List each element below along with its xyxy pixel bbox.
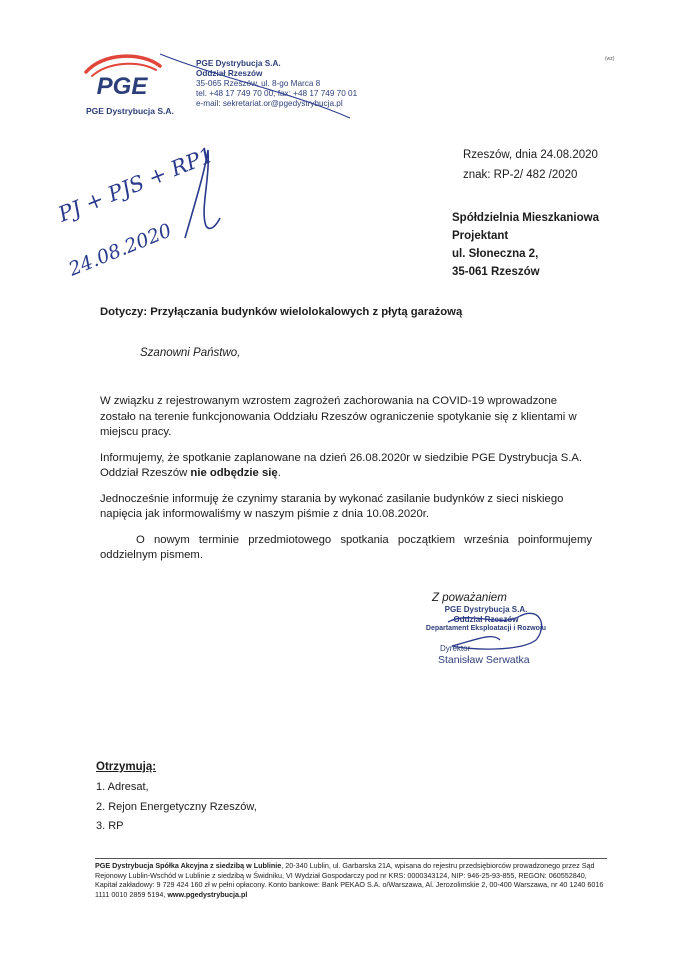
greeting: Szanowni Państwo, (140, 347, 241, 359)
footer-divider (95, 858, 607, 859)
paragraph-3: Jednocześnie informuję że czynimy starania by wykonać zasilanie budynków z sieci niskiego napięcia jak informowaliśmy w naszym piśmie z dnia 10.08.2020r. (100, 492, 564, 520)
recipient-line-2: Projektant (452, 230, 509, 242)
paragraph-2-bold: nie odbędzie się (190, 467, 278, 479)
footer-website: www.pgedystrybucja.pl (167, 889, 248, 899)
place-date: Rzeszów, dnia 24.08.2020 (463, 149, 598, 161)
signer-title: Dyrektor (440, 644, 471, 653)
company-street: 35-065 Rzeszów, ul. 8-go Marca 8 (196, 79, 321, 88)
paragraph-1: W związku z rejestrowanym wzrostem zagrożeń zachorowania na COVID-19 wprowadzone zostało na terenie funkcjonowania Oddziału Rzeszów ograniczenie spotykanie się z klientami w miejscu pracy. (100, 395, 577, 438)
logo-subtitle: PGE Dystrybucja S.A. (86, 106, 174, 116)
corner-mark: (wz) (605, 56, 615, 62)
subject-line: Dotyczy: Przyłączania budynków wielolokalowych z płytą garażową (100, 306, 463, 318)
recipient-line-4: 35-061 Rzeszów (452, 266, 540, 278)
paragraph-2-end: . (277, 467, 281, 479)
company-phone: tel. +48 17 749 70 00, fax: +48 17 749 70 01 (196, 89, 358, 98)
recipient-item: 1. Adresat, (96, 781, 149, 793)
paragraph-4: O nowym terminie przedmiotowego spotkania początkiem września poinformujemy oddzielnym pismem. (100, 533, 592, 561)
recipients-label: Otrzymują: (96, 761, 157, 773)
company-branch: Oddział Rzeszów (196, 69, 263, 78)
recipient-line-3: ul. Słoneczna 2, (452, 248, 539, 260)
handwritten-date: 24.08.2020 (65, 219, 175, 281)
footer (95, 861, 605, 899)
stamp-department: Departament Eksploatacji i Rozwoju (425, 625, 547, 632)
footer-text: , 20-340 Lublin, ul. Garbarska 21A, wpisana do rejestru przedsiębiorców prowadzonego przez Sąd Rejonowy Lublin-Wschód w Lublinie z siedzibą w Świdniku, VI Wydział Gospodarczy pod nr KRS: 0000343124, NIP: 946-25-93-855, REGON: 060552840, Kapitał zakładowy: 9 729 424 160 zł w pełni opłacony. Konto bankowe: Bank PEKAO S.A. o/Warszawa, Al. Jerozolimskie 2, 00-400 Warszawa, nr 40 1240 6016 1111 0010 2859 5194, (95, 861, 604, 899)
footer-company: PGE Dystrybucja Spółka Akcyjna z siedzibą w Lublinie (95, 861, 282, 870)
closing: Z poważaniem (432, 592, 507, 604)
recipients-list (96, 778, 257, 837)
paragraph-2-text: Informujemy, że spotkanie zaplanowane na dzień 26.08.2020r w siedzibie PGE Dystrybucja S.A. Oddział Rzeszów (100, 451, 583, 479)
logo-text: PGE (96, 73, 148, 100)
handwritten-line-1: PJ + PJS + RP1 (54, 142, 217, 227)
reference-number: znak: RP-2/ 482 /2020 (463, 169, 578, 181)
recipient-item: 3. RP (96, 820, 124, 832)
recipient-item: 2. Rejon Energetyczny Rzeszów, (96, 800, 257, 813)
recipient-line-1: Spółdzielnia Mieszkaniowa (452, 212, 599, 224)
signer-name: Stanisław Serwatka (438, 654, 530, 666)
stamp-company: PGE Dystrybucja S.A. (444, 605, 528, 614)
company-email: e-mail: sekretariat.or@pgedystrybucja.pl (196, 99, 343, 108)
stamp-branch: Oddział Rzeszów (453, 614, 519, 624)
company-name: PGE Dystrybucja S.A. (196, 59, 281, 68)
